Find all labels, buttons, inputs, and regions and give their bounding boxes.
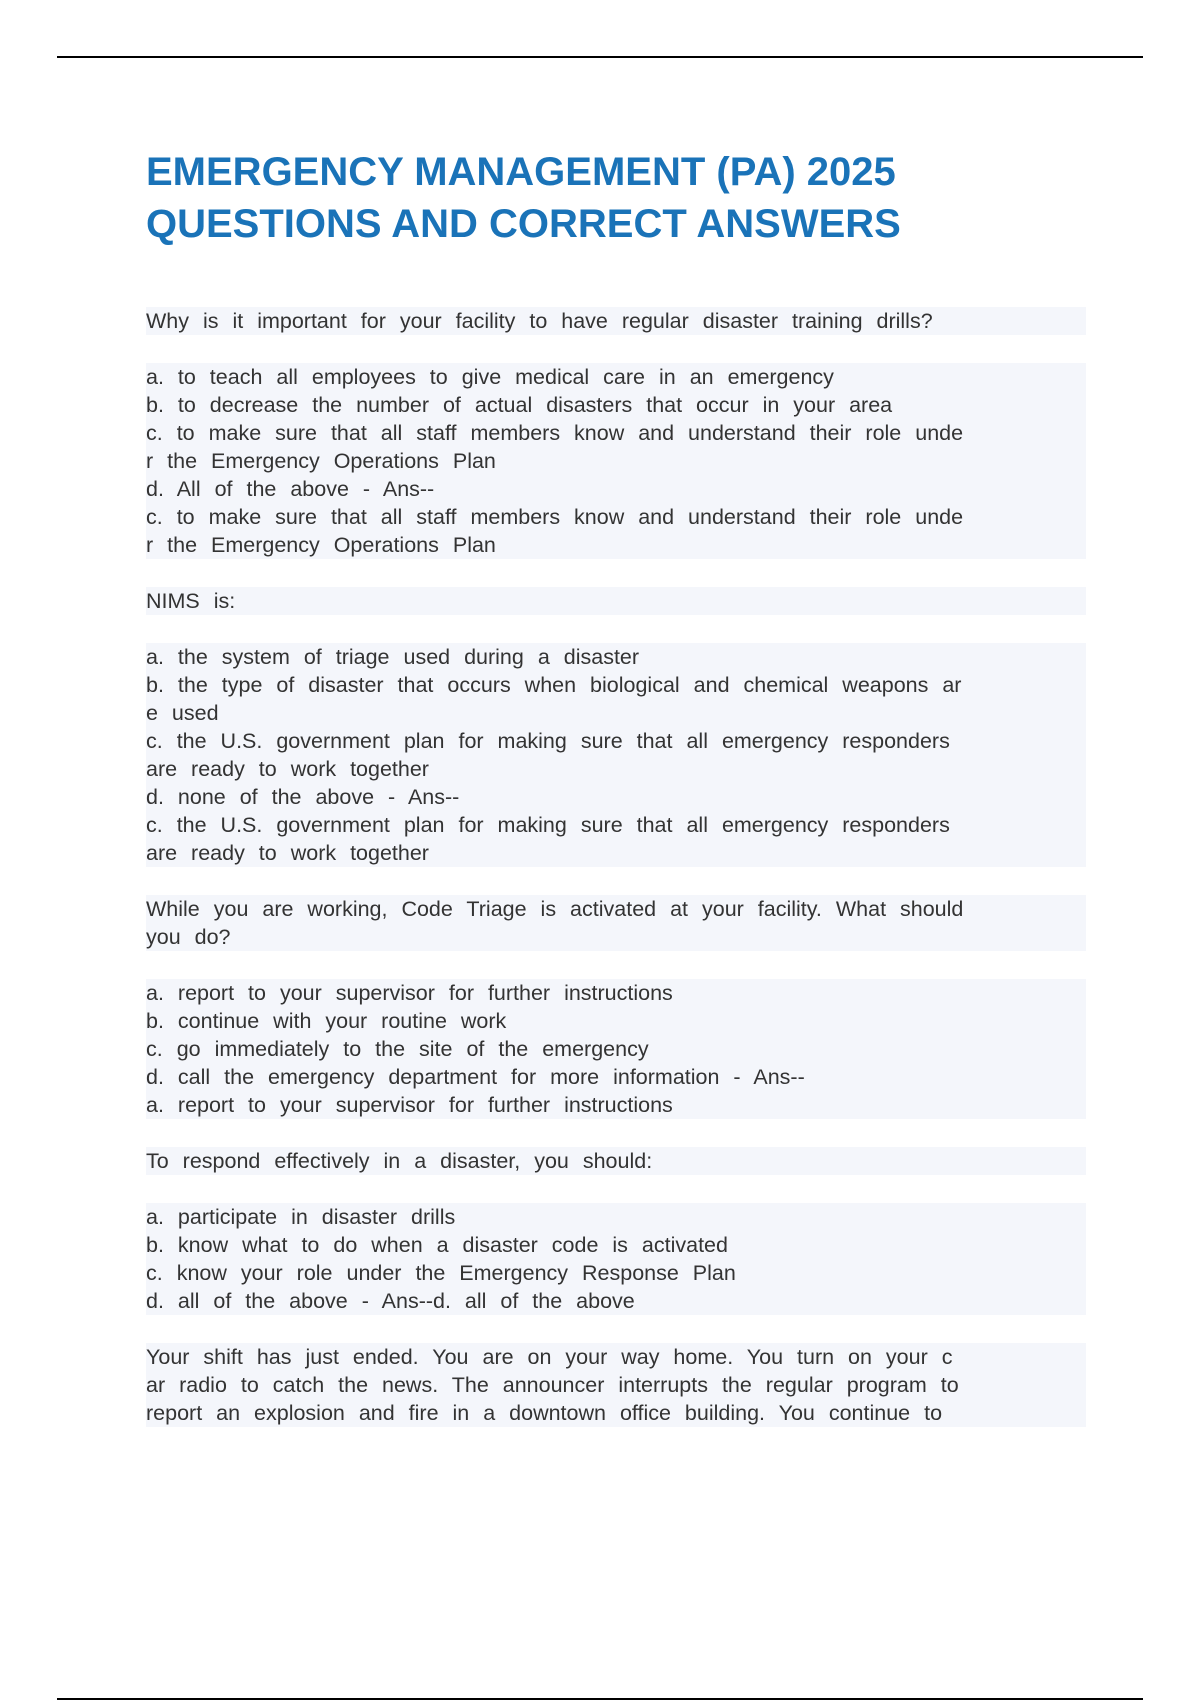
answer-line: b. to decrease the number of actual disasters that occur in your area: [146, 391, 1086, 419]
document-page: [146, 146, 1086, 1455]
question-block: [146, 1147, 1086, 1315]
question-prompt-line: report an explosion and fire in a downtown office building. You continue to: [146, 1399, 1086, 1427]
question-block: [146, 895, 1086, 1119]
answer-line: c. to make sure that all staff members know and understand their role unde: [146, 503, 1086, 531]
answer-line: r the Emergency Operations Plan: [146, 531, 1086, 559]
question-block: [146, 587, 1086, 867]
answer-line: c. the U.S. government plan for making sure that all emergency responders: [146, 811, 1086, 839]
question-prompt: To respond effectively in a disaster, you should:: [146, 1147, 1086, 1175]
answer-line: r the Emergency Operations Plan: [146, 447, 1086, 475]
document-body: [146, 307, 1086, 1427]
answer-line: c. the U.S. government plan for making sure that all emergency responders: [146, 727, 1086, 755]
answer-line: b. continue with your routine work: [146, 1007, 1086, 1035]
answer-line: d. all of the above - Ans--d. all of the above: [146, 1287, 1086, 1315]
question-prompt-line: Your shift has just ended. You are on your way home. You turn on your c: [146, 1343, 1086, 1371]
answer-line: a. participate in disaster drills: [146, 1203, 1086, 1231]
answer-line: d. none of the above - Ans--: [146, 783, 1086, 811]
question-block: [146, 1343, 1086, 1427]
question-block: [146, 307, 1086, 559]
answer-line: d. call the emergency department for more information - Ans--: [146, 1063, 1086, 1091]
answer-line: c. know your role under the Emergency Response Plan: [146, 1259, 1086, 1287]
answer-line: c. to make sure that all staff members know and understand their role unde: [146, 419, 1086, 447]
answer-line: are ready to work together: [146, 755, 1086, 783]
answer-options: [146, 363, 1086, 559]
answer-line: a. the system of triage used during a disaster: [146, 643, 1086, 671]
document-title: [146, 146, 1086, 250]
question-prompt: Why is it important for your facility to have regular disaster training drills?: [146, 307, 1086, 335]
answer-line: a. report to your supervisor for further instructions: [146, 979, 1086, 1007]
answer-options: [146, 1203, 1086, 1315]
question-prompt-line: ar radio to catch the news. The announcer interrupts the regular program to: [146, 1371, 1086, 1399]
answer-line: e used: [146, 699, 1086, 727]
answer-line: a. to teach all employees to give medical care in an emergency: [146, 363, 1086, 391]
title-line: EMERGENCY MANAGEMENT (PA) 2025: [146, 150, 896, 194]
top-rule: [57, 56, 1143, 58]
answer-line: a. report to your supervisor for further instructions: [146, 1091, 1086, 1119]
answer-options: [146, 643, 1086, 867]
answer-line: d. All of the above - Ans--: [146, 475, 1086, 503]
question-prompt: NIMS is:: [146, 587, 1086, 615]
answer-line: are ready to work together: [146, 839, 1086, 867]
answer-options: [146, 979, 1086, 1119]
question-prompt-line: you do?: [146, 923, 1086, 951]
title-line: QUESTIONS AND CORRECT ANSWERS: [146, 202, 901, 246]
question-prompt-line: While you are working, Code Triage is activated at your facility. What should: [146, 895, 1086, 923]
answer-line: c. go immediately to the site of the emergency: [146, 1035, 1086, 1063]
answer-line: b. the type of disaster that occurs when biological and chemical weapons ar: [146, 671, 1086, 699]
answer-line: b. know what to do when a disaster code is activated: [146, 1231, 1086, 1259]
